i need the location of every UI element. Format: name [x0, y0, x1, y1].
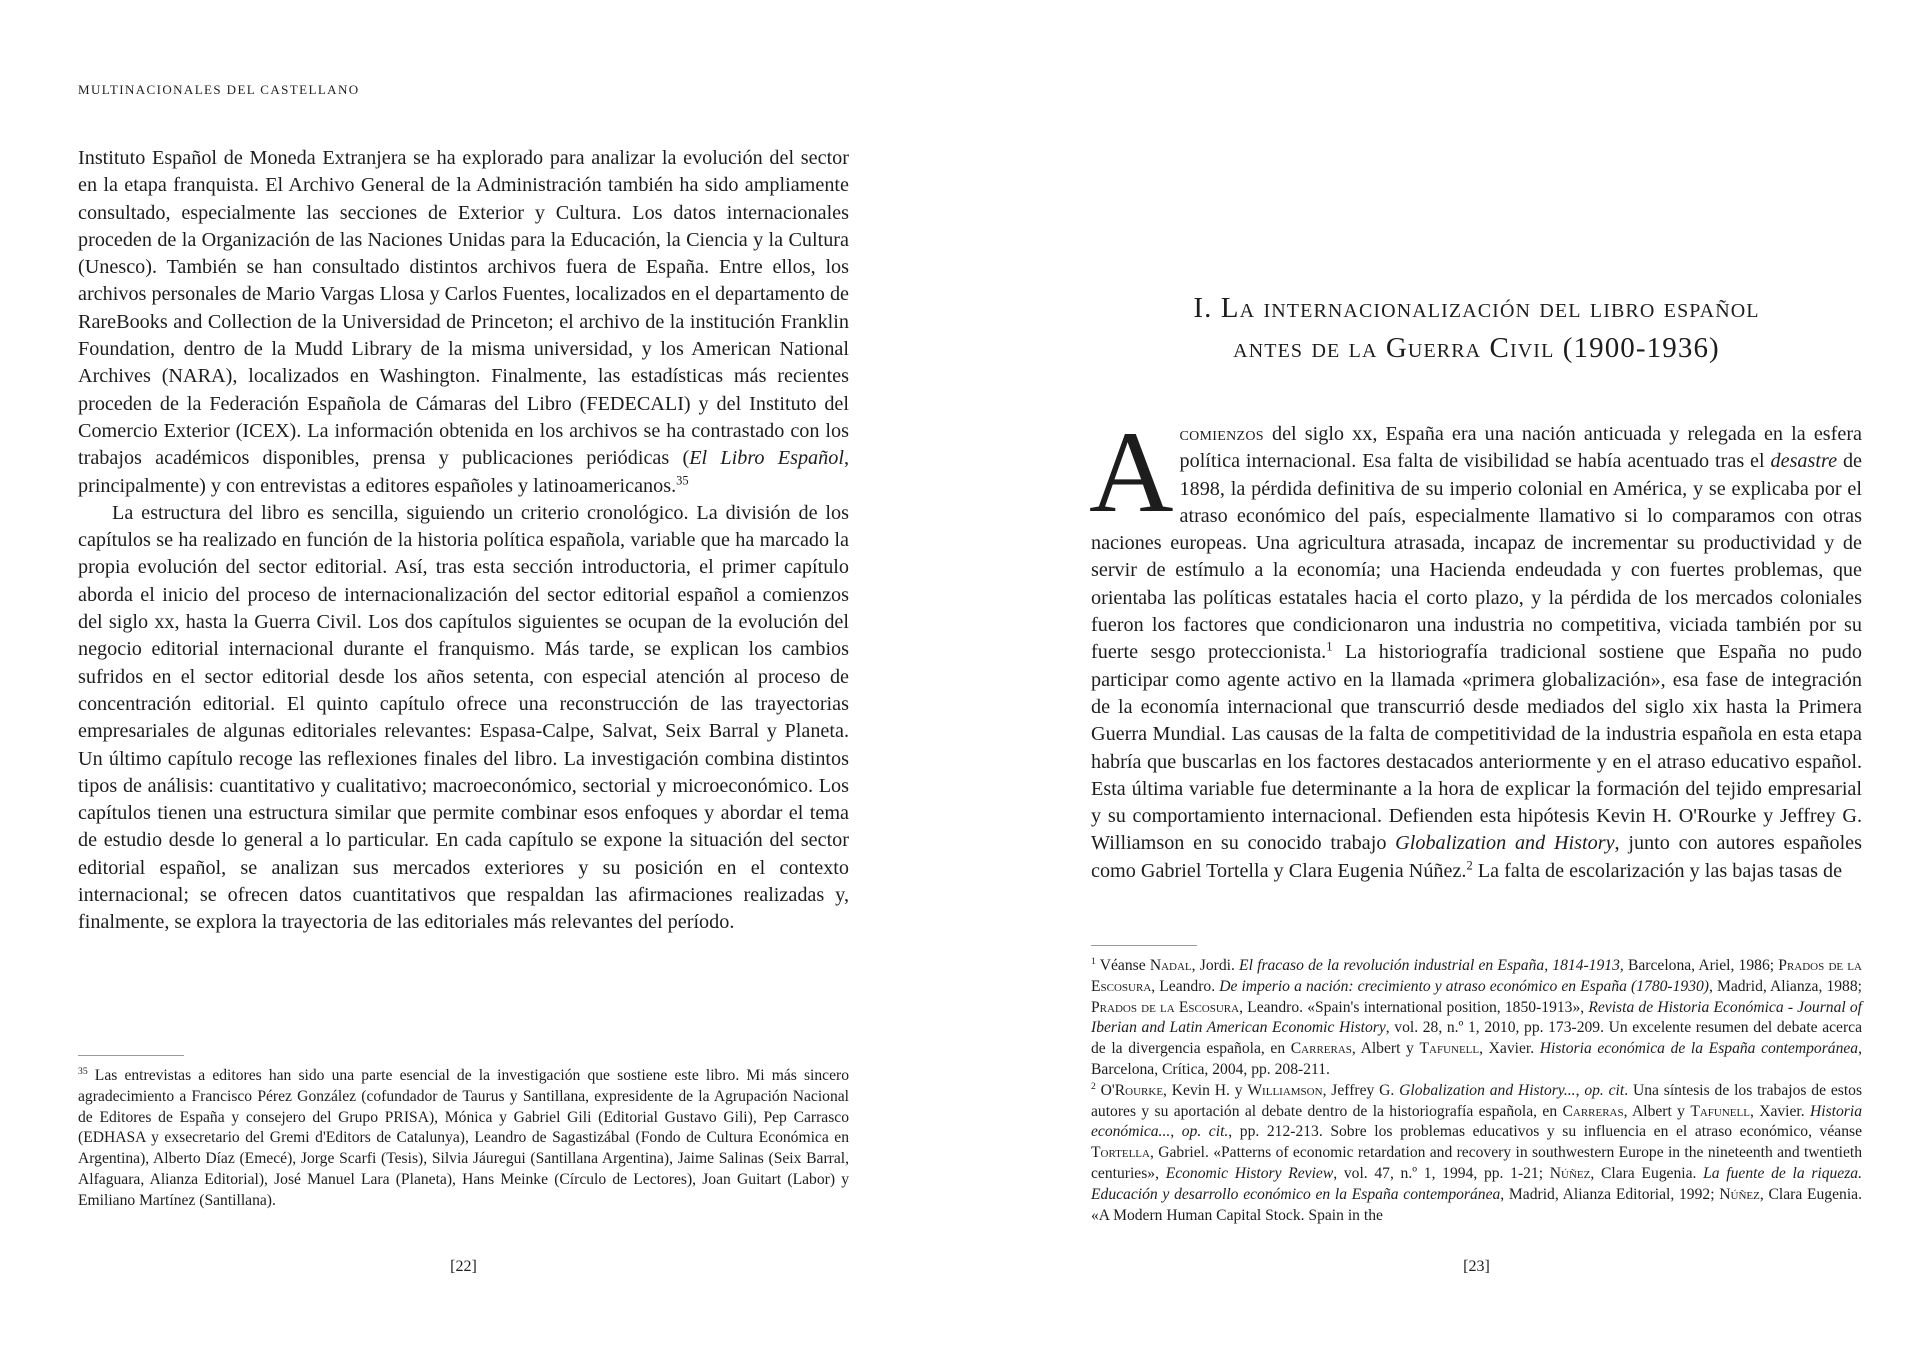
page-number: [23] — [1463, 1258, 1490, 1275]
right-page — [1091, 0, 1862, 1356]
footnote: $^1$ Véanse Nadal, Jordi. El fracaso de la revolución industrial en España, 1814-1913, Barcelona, Ariel, 1986; Prados de la Escosura, Leandro. De imperio a nación: crecimiento y atraso económico en España (1780-1930), Madrid, Alianza, 1988; Prados de la Escosura, Leandro. «Spain's international position, 1850-1913», Revista de Historia Económica - Journal of Iberian and Latin American Economic History, vol. 28, n.º 1, 2010, pp. 173-209. Un excelente resumen del debate acerca de la divergencia española, en Carreras, Albert y Tafunell, Xavier. Historia económica de la España contemporánea, Barcelona, Crítica, 2004, pp. 208-211. — [1091, 955, 1863, 1078]
footnote-rule — [78, 1055, 184, 1056]
paragraph: Instituto Español de Moneda Extranjera se ha explorado para analizar la evolución del sector en la etapa franquista. El Archivo General de la Administración también ha sido ampliamente consultado, especialmente las secciones de Exterior y Cultura. Los datos internacionales proceden de la Organización de las Naciones Unidas para la Educación, la Ciencia y la Cultura (Unesco). También se han consultado distintos archivos fuera de España. Entre ellos, los archivos personales de Mario Vargas Llosa y Carlos Fuentes, localizados en el departamento de RareBooks and Collection de la Universidad de Princeton; el archivo de la institución Franklin Foundation, dentro de la Mudd Library de la misma universidad, y los American National Archives (NARA), localizados en Washington. Finalmente, las estadísticas más recientes proceden de la Federación Española de Cámaras del Libro (FEDECALI) y del Instituto del Comercio Exterior (ICEX). La información obtenida en los archivos se ha contrastado con los trabajos académicos disponibles, prensa y publicaciones periódicas (El Libro Español, principalmente) y con entrevistas a editores españoles y latinoamericanos.$^{35}$ — [78, 147, 849, 497]
footnote-ref: 35 — [676, 472, 689, 487]
chapter-title: I. La internacionalización del libro español antes de la Guerra Civil (1900-1936) — [1193, 292, 1760, 364]
paragraph: La estructura del libro es sencilla, siguiendo un criterio cronológico. La división de los capítulos se ha realizado en función de la historia política española, variable que ha marcado la propia evolución del sector editorial. Así, tras esta sección introductoria, el primer capítulo aborda el inicio del proceso de internacionalización del sector editorial español a comienzos del siglo xx, hasta la Guerra Civil. Los dos capítulos siguientes se ocupan de la evolución del negocio editorial internacional durante el franquismo. Más tarde, se explican los cambios sufridos en el sector editorial desde los años setenta, con especial atención al proceso de concentración editorial. El quinto capítulo ofrece una reconstrucción de las trayectorias empresariales de algunas editoriales relevantes: Espasa-Calpe, Salvat, Seix Barral y Planeta. Un último capítulo recoge las reflexiones finales del libro. La investigación combina distintos tipos de análisis: cuantitativo y cualitativo; macroeconómico, sectorial y microeconómico. Los capítulos tienen una estructura similar que permite combinar esos enfoques y abordar el tema de estudio desde lo general a lo particular. En cada capítulo se expone la situación del sector editorial español, se analizan sus mercados exteriores y su posición en el contexto internacional; se ofrecen datos cuantitativos que respaldan las afirmaciones realizadas y, finalmente, se explora la trayectoria de las editoriales más relevantes del período. — [78, 501, 849, 934]
footnote-rule — [1091, 945, 1197, 946]
footnote: $^{35}$ Las entrevistas a editores han sido una parte esencial de la investigación que sostiene este libro. Mi más sincero agradecimiento a Francisco Pérez González (cofundador de Taurus y Santillana, expresidente de la Agrupación Nacional de Editores de España y consejero del Grupo PRISA), Mónica y Gabriel Gili (Editorial Gustavo Gili), Pep Carrasco (EDHASA y exsecretario del Gremi d'Editors de Catalunya), Leandro de Sagastizábal (Fondo de Cultura Económica en Argentina), Alberto Díaz (Emecé), Jorge Scarfi (Tesis), Silvia Jáuregui (Santillana Argentina), Jaime Salinas (Seix Barral, Alfaguara, Alianza Editorial), José Manuel Lara (Planeta), Hans Meinke (Círculo de Lectores), Joan Guitart (Labor) y Emiliano Martínez (Santillana). — [78, 1065, 849, 1209]
paragraph: Acomienzos del siglo xx, España era una nación anticuada y relegada en la esfera política internacional. Esa falta de visibilidad se había acentuado tras el desastre de 1898, la pérdida definitiva de su imperio colonial en América, y se explicaba por el atraso económico del país, especialmente llamativo si lo comparamos con otras naciones europeas. Una agricultura atrasada, incapaz de incrementar su productividad y de servir de estímulo a la economía; una Hacienda endeudada y con fuertes problemas, que orientaba las políticas estatales hacia el corto plazo, y la pérdida de los mercados coloniales fueron los factores que condicionaron una industria no competitiva, viciada también por su fuerte sesgo proteccionista.$^1$ La historiografía tradicional sostiene que España no pudo participar como agente activo en la llamada «primera globalización», esa fase de integración de la economía internacional que transcurrió desde mediados del siglo xix hasta la Primera Guerra Mundial. Las causas de la falta de competitividad de la industria española en esta etapa habría que buscarlas en los factores destacados anteriormente y en el atraso educativo español. Esta última variable fue determinante a la hora de explicar la formación del tejido empresarial y su comportamiento internacional. Defienden esta hipótesis Kevin H. O'Rourke y Jeffrey G. Williamson en su conocido trabajo Globalization and History, junto con autores españoles como Gabriel Tortella y Clara Eugenia Núñez.$^2$ La falta de escolarización y las bajas tasas de — [1089, 408, 1862, 882]
left-body-text — [78, 145, 849, 937]
running-head: MULTINACIONALES DEL CASTELLANO — [78, 82, 360, 97]
footnote-ref: 1 — [1326, 639, 1333, 654]
footnote-number: 35 — [78, 1065, 88, 1077]
right-body-text — [1089, 408, 1862, 885]
footnote-ref: 2 — [1466, 858, 1473, 873]
footnote: $^2$ O'Rourke, Kevin H. y Williamson, Jeffrey G. Globalization and History..., op. cit. Una síntesis de los trabajos de estos autores y su aportación al debate dentro de la historiografía española, en Carreras, Albert y Tafunell, Xavier. Historia económica..., op. cit., pp. 212-213. Sobre los problemas educativos y su influencia en el atraso económico, véanse Tortella, Gabriel. «Patterns of economic retardation and recovery in southwestern Europe in the nineteenth and twentieth centuries», Economic History Review, vol. 47, n.º 1, 1994, pp. 1-21; Núñez, Clara Eugenia. La fuente de la riqueza. Educación y desarrollo económico en la España contemporánea, Madrid, Alianza Editorial, 1992; Núñez, Clara Eugenia. «A Modern Human Capital Stock. Spain in the — [1091, 1080, 1863, 1224]
left-page — [78, 0, 849, 1356]
page-number: [22] — [450, 1258, 477, 1275]
footnotes — [1091, 956, 1862, 1226]
drop-cap: A — [1089, 408, 1174, 537]
